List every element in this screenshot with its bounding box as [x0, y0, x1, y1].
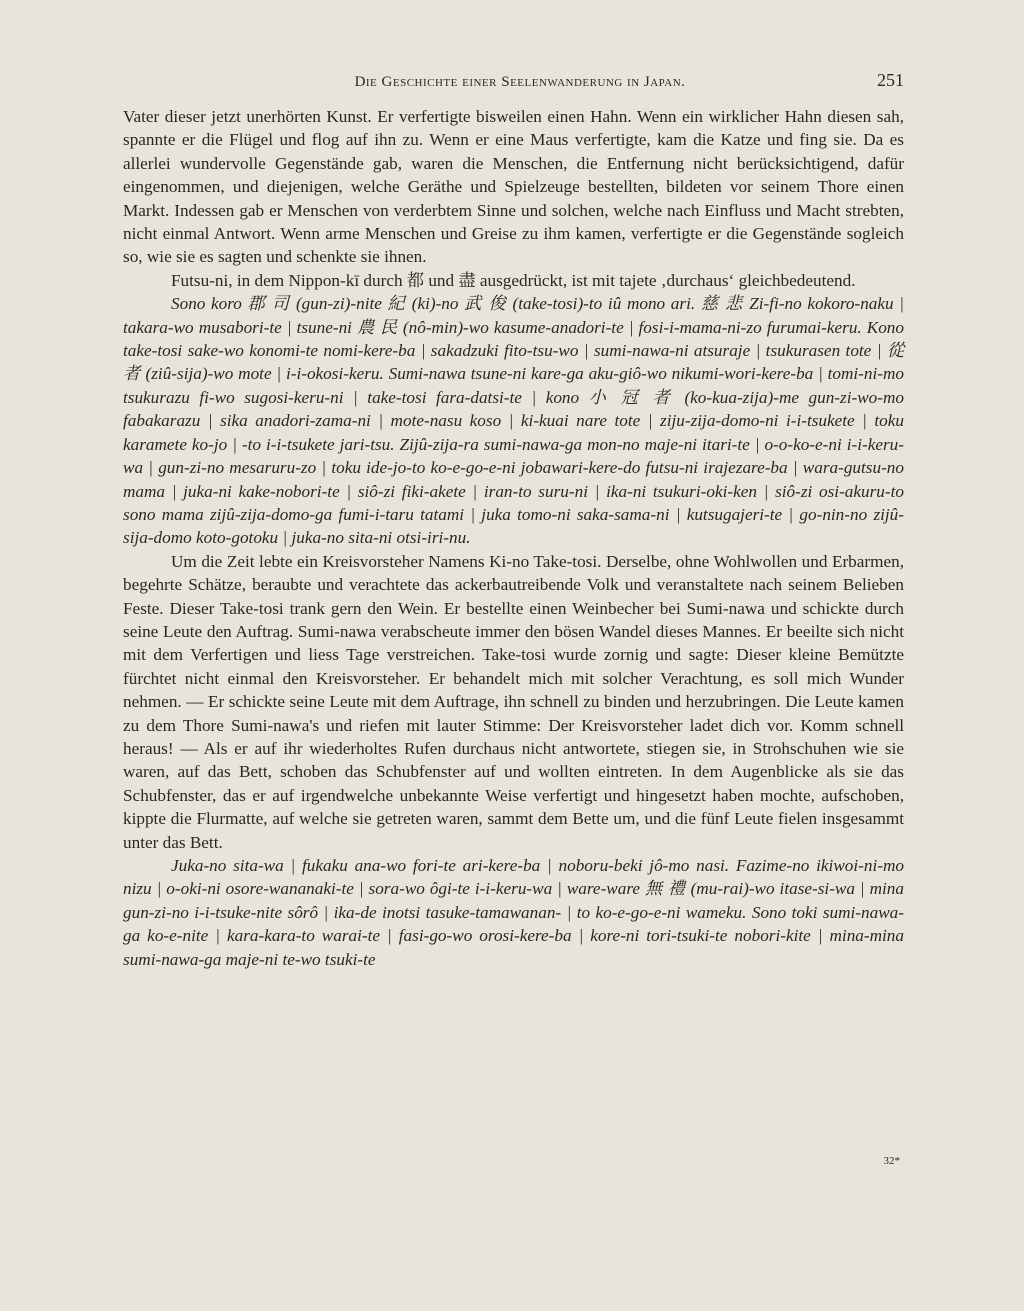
paragraph-3-japanese: Sono koro 郡 司 (gun-zi)-nite 紀 (ki)-no 武 俊 (take-tosi)-to iû mono ari. 慈 悲 Zi-fi-no kokoro-naku | takara-wo musabori-te | tsune-ni 農 民 (nô-min)-wo kasume-anadori-te | fosi-i-mama-ni-zo furumai-keru. Kono take-tosi sake-wo konomi-te nomi-kere-ba | sakadzuki fito-tsu-wo | sumi-nawa-ni atsuraje | tsukurasen tote | 從 者 (ziû-sija)-wo mote | i-i-okosi-keru. Sumi-nawa tsune-ni kare-ga aku-giô-wo nikumi-wori-kere-ba | tomi-ni-mo tsukurazu fi-wo sugosi-keru-ni | take-tosi fara-datsi-te | kono 小 冠 者 (ko-kua-zija)-me gun-zi-wo-mo fabakarazu | sika anadori-zama-ni | mote-nasu koso | ki-kuai nare tote | ziju-zija-domo-ni i-i-tsukete | toku karamete ko-jo | -to i-i-tsukete jari-tsu. Zijû-zija-ra sumi-nawa-ga mon-no maje-ni itari-te | o-o-ko-e-ni i-i-keru-wa | gun-zi-no mesaruru-zo | toku ide-jo-to ko-e-go-e-ni jobawari-kere-do futsu-ni irajezare-ba | wara-gutsu-no mama | juka-ni kake-nobori-te | siô-zi fiki-akete | iran-to suru-ni | ika-ni tsukuri-oki-ken | siô-zi osi-akuru-to sono mama zijû-zija-domo-ga fumi-i-taru tatami | juka tomo-ni saka-sama-ni | kutsugajeri-te | go-nin-no zijû-sija-domo koto-gotoku | juka-no sita-ni otsi-iri-nu. — [123, 294, 904, 548]
body-text — [123, 105, 904, 971]
signature-mark: 32* — [883, 1155, 900, 1167]
page-number: 251 — [877, 70, 904, 90]
paragraph-5-japanese: Juka-no sita-wa | fukaku ana-wo fori-te ari-kere-ba | noboru-beki jô-mo nasi. Fazime-no ikiwoi-ni-mo nizu | o-oki-ni osore-wananaki-te | sora-wo ôgi-te i-i-keru-wa | ware-ware 無 禮 (mu-rai)-wo itase-si-wa | mina gun-zi-no i-i-tsuke-nite sôrô | ika-de inotsi tasuke-tamawanan- | to ko-e-go-e-ni wameku. Sono toki sumi-nawa-ga ko-e-nite | kara-kara-to warai-te | fasi-go-wo orosi-kere-ba | kore-ni tori-tsuki-te nobori-kite | mina-mina sumi-nawa-ga maje-ni te-wo tsuki-te — [123, 856, 904, 969]
paragraph-2: Futsu-ni, in dem Nippon-kī durch 都 und 盡 ausgedrückt, ist mit tajete ‚durchaus‘ gleichbedeutend. — [171, 270, 856, 290]
page-header — [123, 70, 904, 91]
paragraph-4: Um die Zeit lebte ein Kreisvorsteher Namens Ki-no Take-tosi. Derselbe, ohne Wohlwollen und Erbarmen, begehrte Schätze, beraubte und verachtete das ackerbautreibende Volk und veranstaltete nach seinem Belieben Feste. Dieser Take-tosi trank gern den Wein. Er bestellte einen Weinbecher bei Sumi-nawa und schickte durch seine Leute den Auftrag. Sumi-nawa verabscheute immer den bösen Wandel dieses Mannes. Er beeilte sich nicht mit dem Verfertigen und liess Tage verstreichen. Take-tosi wurde zornig und sagte: Dieser kleine Bemützte fürchtet nicht einmal den Kreisvorsteher. Er behandelt mich mit solcher Verachtung, es soll mich Wunder nehmen. — Er schickte seine Leute mit dem Auftrage, ihn schnell zu binden und herzubringen. Die Leute kamen zu dem Thore Sumi-nawa's und riefen mit lauter Stimme: Der Kreisvorsteher ladet dich vor. Komm schnell heraus! — Als er auf ihr wiederholtes Rufen durchaus nicht antwortete, stiegen sie, in Strohschuhen wie sie waren, auf das Bett, schoben das Schubfenster auf und wollten eintreten. In dem Augenblicke als sie das Schubfenster, das er auf irgendwelche unbekannte Weise verfertigt und hingesetzt haben mochte, aufschoben, kippte die Flurmatte, auf welche sie getreten waren, sammt dem Bette um, und die fünf Leute fielen insgesammt unter das Bett. — [123, 551, 904, 852]
running-head: Die Geschichte einer Seelenwanderung in Japan. — [354, 74, 686, 90]
paragraph-1: Vater dieser jetzt unerhörten Kunst. Er verfertigte bisweilen einen Hahn. Wenn ein wirklicher Hahn diesen sah, spannte er die Flügel und flog auf ihn zu. Wenn er eine Maus verfertigte, kam die Katze und fing sie. Da es allerlei wundervolle Gegenstände gab, waren die Menschen, die Entfernung nicht berücksichtigend, dafür eingenommen, und diejenigen, welche Geräthe und Spielzeuge bestellten, bildeten vor seinem Thore einen Markt. Indessen gab er Menschen von verderbtem Sinne und solchen, welche nach Einfluss und Macht strebten, nicht einmal Antwort. Wenn arme Menschen und Greise zu ihm kamen, verfertigte er die Gegenstände sogleich so, wie sie es sagten und schenkte sie ihnen. — [123, 107, 904, 267]
